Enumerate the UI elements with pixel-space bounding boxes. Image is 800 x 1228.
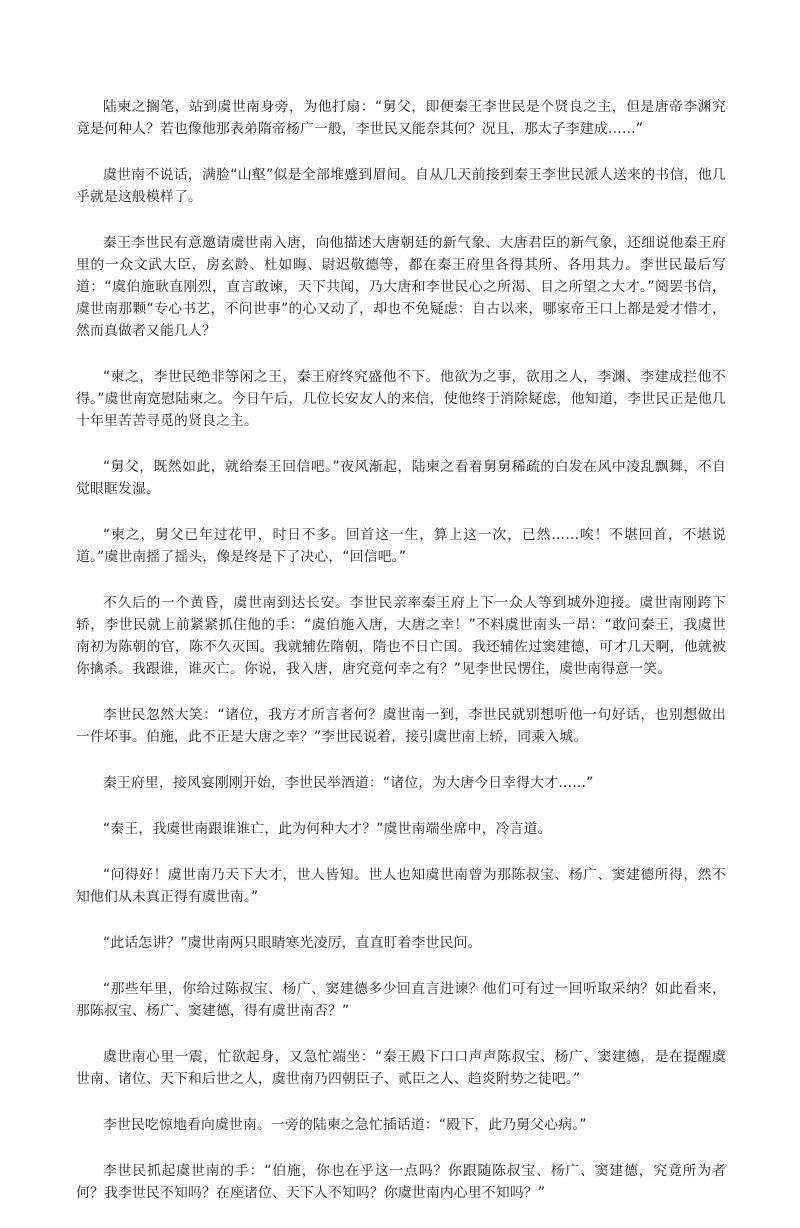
paragraph: “柬之，李世民绝非等闲之王，秦王府终究盛他不下。他欲为之事，欲用之人，李渊、李建成拦他不得。”虞世南宽慰陆柬之。今日午后，几位长安友人的来信，使他终于消除疑虑，他知道，李世民正是他几十年里苦苦寻觅的贤良之主。	[76, 369, 726, 429]
paragraph: 李世民抓起虞世南的手：“伯施，你也在乎这一点吗？你跟随陈叔宝、杨广、窦建德，究竟所为者何？我李世民不知吗？在座诸位、天下人不知吗？你虞世南内心里不知吗？”	[76, 1163, 726, 1201]
paragraph: “问得好！虞世南乃天下大才，世人皆知。世人也知虞世南曾为那陈叔宝、杨广、窦建德所得，然不知他们从未真正得有虞世南。”	[76, 867, 726, 905]
paragraph: 陆柬之搁笔，站到虞世南身旁，为他打扇：“舅父，即便秦王李世民是个贤良之主，但是唐帝李渊究竟是何种人？若也像他那表弟隋帝杨广一般，李世民又能奈其何？况且，那太子李建成……”	[76, 99, 726, 137]
paragraph: 秦王李世民有意邀请虞世南入唐，向他描述大唐朝廷的新气象、大唐君臣的新气象，还细说他秦王府里的一众文武大臣，房玄龄、杜如晦、尉迟敬德等，都在秦王府里各得其所、各用其力。李世民最后写道：“虞伯施耿直刚烈，直言敢谏，天下共闻，乃大唐和李世民心之所渴、目之所望之大才。”阅罢书信，虞世南那颗“专心书艺，不问世事”的心又动了，却也不免疑虑：自古以来，哪家帝王口上都是爱才惜才，然而真做者又能几人？	[76, 235, 726, 339]
paragraph: 李世民吃惊地看向虞世南。一旁的陆柬之急忙插话道：“殿下，此乃舅父心病。”	[103, 1117, 587, 1133]
paragraph: 不久后的一个黄昏，虞世南到达长安。李世民亲率秦王府上下一众人等到城外迎接。虞世南刚跨下轿，李世民就上前紧紧抓住他的手：“虞伯施入唐，大唐之幸！”不料虞世南头一昂：“敢问秦王，我虞世南初为陈朝的官，陈不久灭国。我就辅佐隋朝，隋也不日亡国。我还辅佐过窦建德，可才几天啊，他就被你擒杀。我跟谁，谁灭亡。你说，我入唐，唐究竟何幸之有？”见李世民愣住，虞世南得意一笑。	[76, 595, 726, 677]
paragraph: 李世民忽然大笑：“诸位，我方才所言者何？虞世南一到，李世民就别想听他一句好话，也别想做出一件坏事。伯施，此不正是大唐之幸？”李世民说着，接引虞世南上轿，同乘入城。	[76, 707, 726, 745]
article-body	[76, 96, 726, 1228]
paragraph: “那些年里，你给过陈叔宝、杨广、窦建德多少回直言进谏？他们可有过一回听取采纳？如此看来，那陈叔宝、杨广、窦建德，得有虞世南否？”	[76, 981, 726, 1019]
paragraph: 虞世南心里一震，忙欲起身，又急忙端坐：“秦王殿下口口声声陈叔宝、杨广、窦建德，是在提醒虞世南、诸位、天下和后世之人，虞世南乃四朝臣子、贰臣之人、趋炎附势之徒吧。”	[76, 1049, 726, 1087]
paragraph: 秦王府里，接风宴刚刚开始，李世民举酒道：“诸位，为大唐今日幸得大才……”	[103, 775, 594, 791]
paragraph: “此话怎讲？”虞世南两只眼睛寒光凌厉，直直盯着李世民问。	[103, 935, 482, 951]
paragraph: “舅父，既然如此，就给秦王回信吧。”夜风渐起，陆柬之看着舅舅稀疏的白发在风中凌乱飘舞，不自觉眼眶发湿。	[76, 459, 726, 497]
paragraph: “秦王，我虞世南跟谁谁亡，此为何种大才？”虞世南端坐席中，冷言道。	[103, 821, 552, 837]
paragraph: “柬之，舅父已年过花甲，时日不多。回首这一生，算上这一次，已然……唉！不堪回首，不堪说道。”虞世南摇了摇头，像是终是下了决心，“回信吧。”	[76, 527, 726, 565]
paragraph: 虞世南不说话，满脸“山壑”似是全部堆蹙到眉间。自从几天前接到秦王李世民派人送来的书信，他几乎就是这般模样了。	[76, 167, 726, 205]
